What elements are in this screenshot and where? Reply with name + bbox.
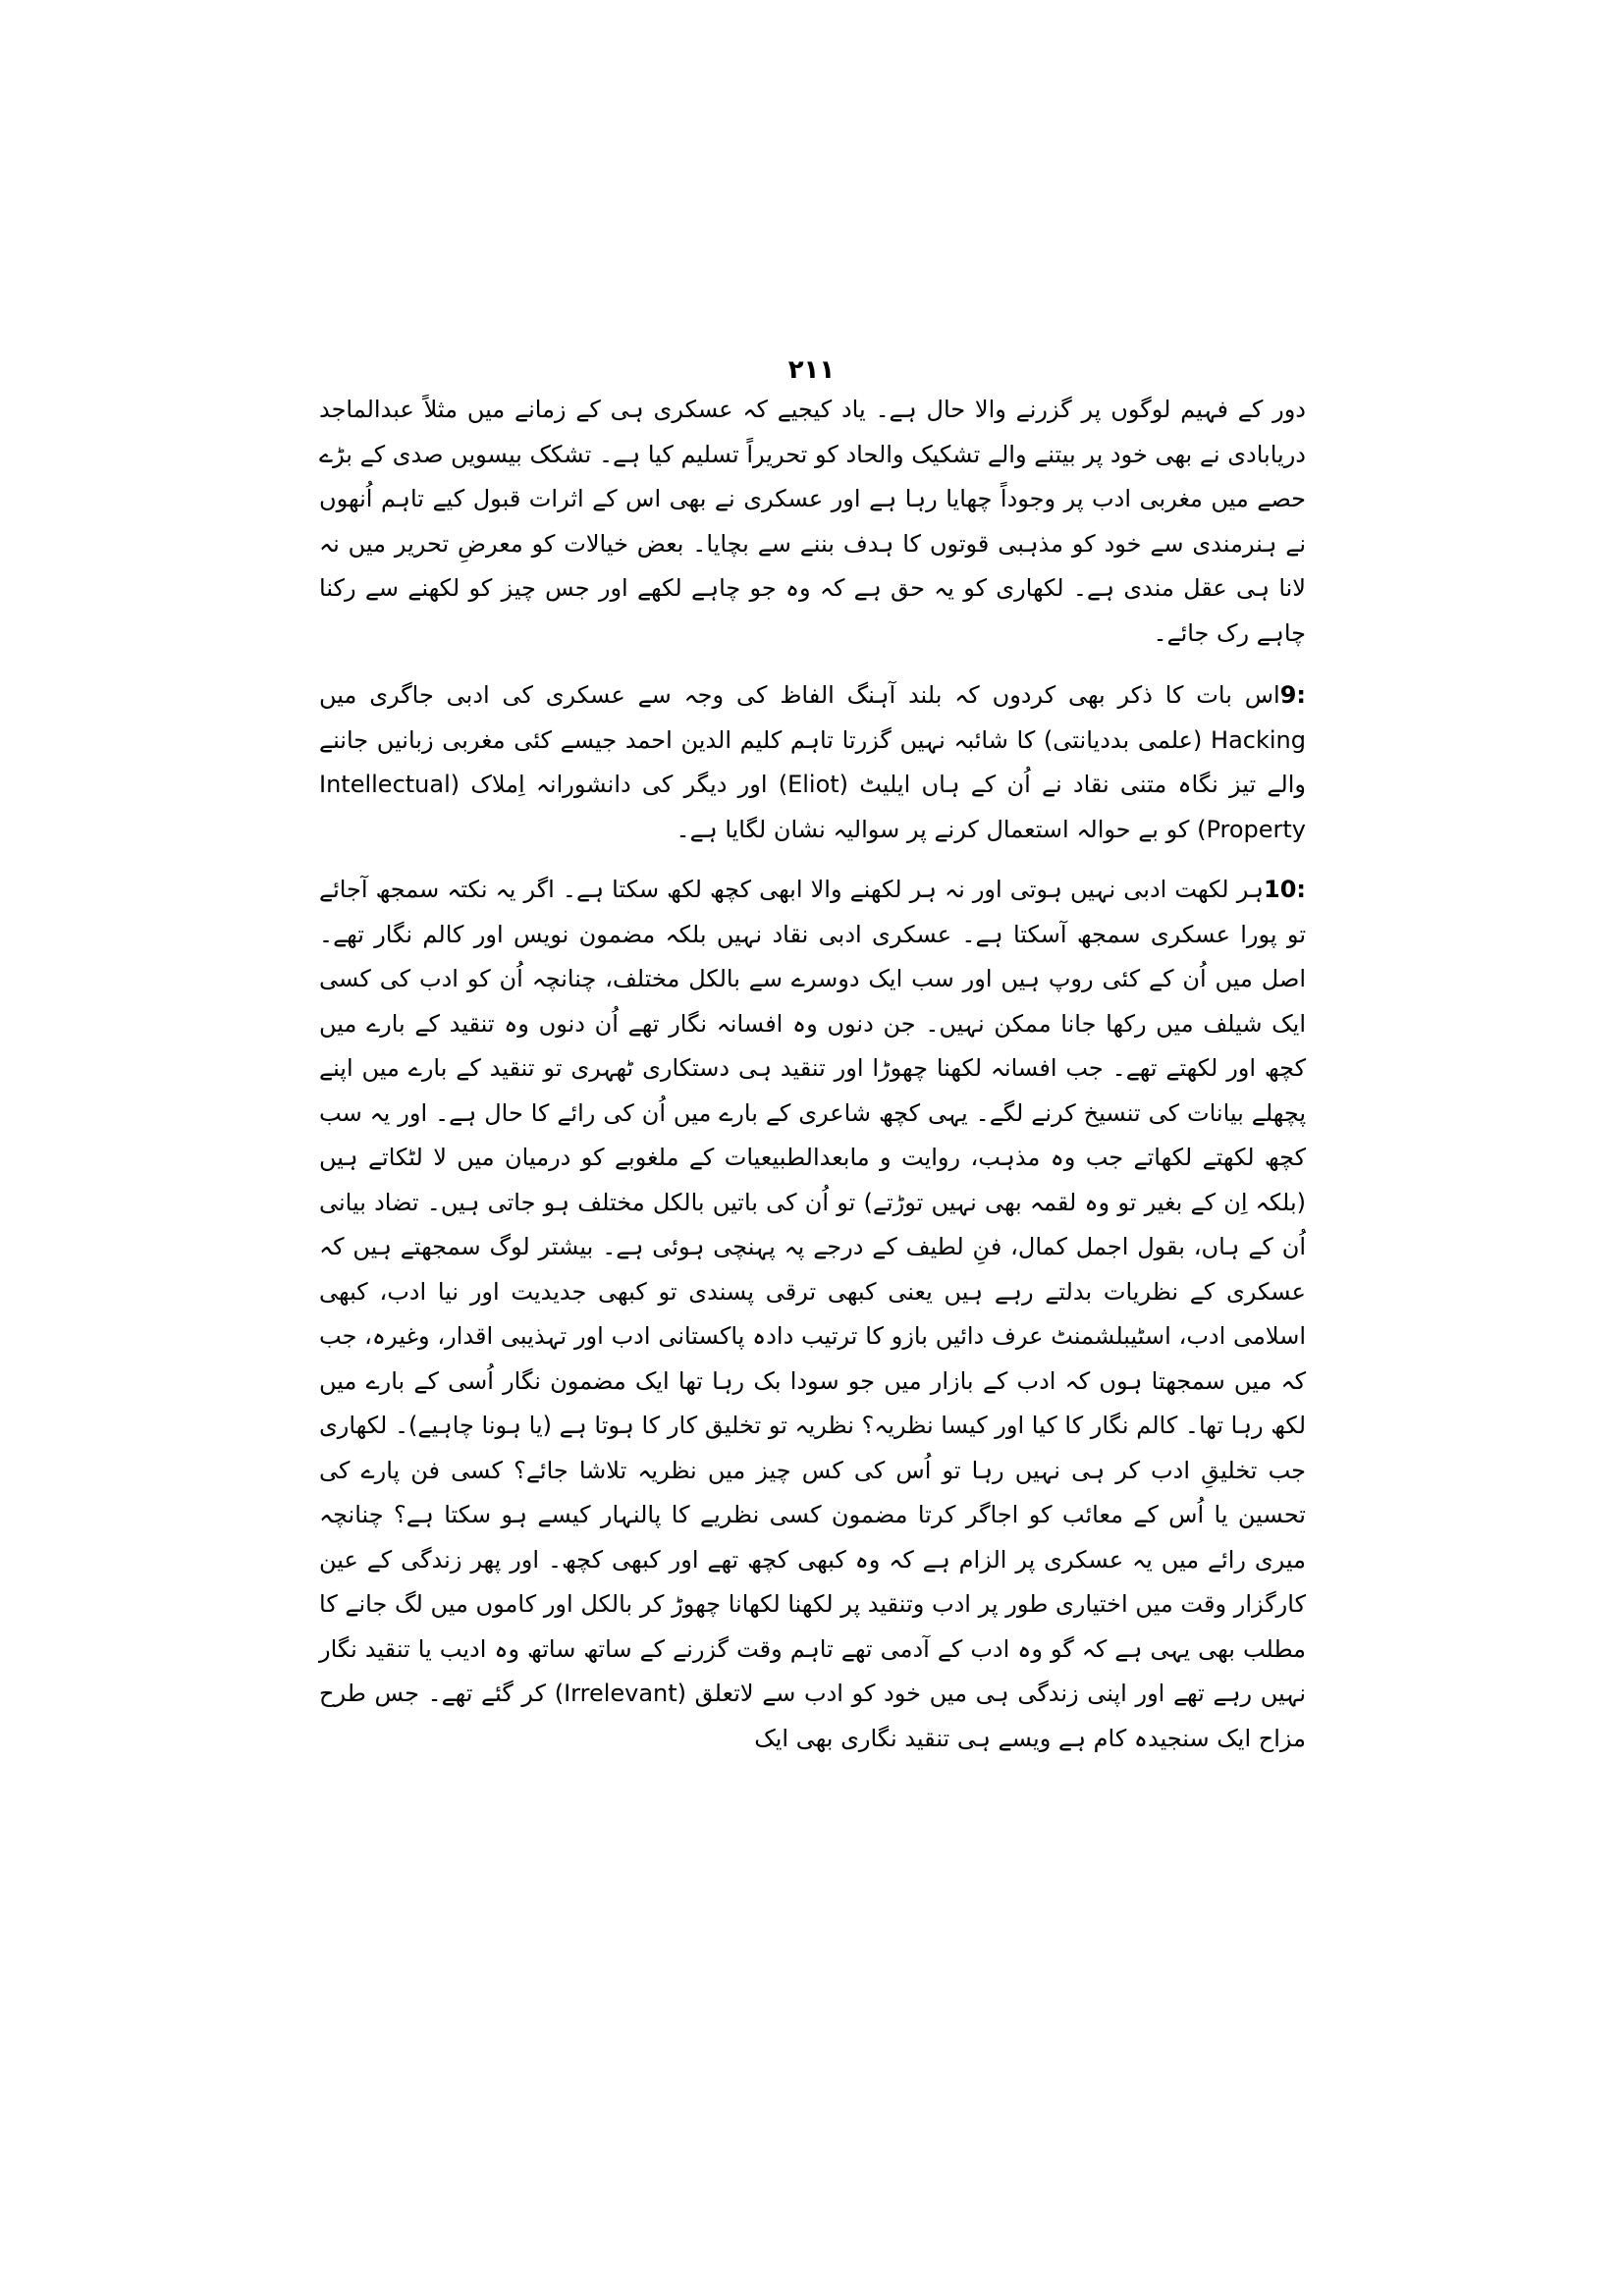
paragraph-continuation [319, 388, 1306, 656]
paragraph-number: 10: [1264, 876, 1306, 903]
body-text [319, 388, 1306, 1777]
paragraph-text: اس بات کا ذکر بھی کردوں کہ بلند آہنگ الفاظ کی وجہ سے عسکری کی ادبی جاگری میں Hacking (علمی بددیانتی) کا شائبہ نہیں گزرتا تاہم کلیم الدین احمد جیسے کئی مغربی زبانیں جاننے والے تیز نگاہ متنی نقاد نے اُن کے ہاں ایلیٹ (Eliot) اور دیگر کی دانشورانہ اِملاک (Intellectual Property) کو بے حوالہ استعمال کرنے پر سوالیہ نشان لگایا ہے۔ [319, 681, 1307, 843]
paragraph-text: دور کے فہیم لوگوں پر گزرنے والا حال ہے۔ یاد کیجیے کہ عسکری ہی کے زمانے میں مثلاً عبدالماجد دریابادی نے بھی خود پر بیتنے والے تشکیک والحاد کو تحریراً تسلیم کیا ہے۔ تشکک بیسویں صدی کے بڑے حصے میں مغربی ادب پر وجوداً چھایا رہا ہے اور عسکری نے بھی اس کے اثرات قبول کیے تاہم اُنھوں نے ہنرمندی سے خود کو مذہبی قوتوں کا ہدف بننے سے بچایا۔ بعض خیالات کو معرضِ تحریر میں نہ لانا ہی عقل مندی ہے۔ لکھاری کو یہ حق ہے کہ وہ جو چاہے لکھے اور جس چیز کو لکھنے سے رکنا چاہے رک جائے۔ [319, 396, 1306, 647]
paragraph-text: ہر لکھت ادبی نہیں ہوتی اور نہ ہر لکھنے والا ابھی کچھ لکھ سکتا ہے۔ اگر یہ نکتہ سمجھ آجائے تو پورا عسکری سمجھ آسکتا ہے۔ عسکری ادبی نقاد نہیں بلکہ مضمون نویس اور کالم نگار تھے۔ اصل میں اُن کے کئی روپ ہیں اور سب ایک دوسرے سے بالکل مختلف، چنانچہ اُن کو ادب کی کسی ایک شیلف میں رکھا جانا ممکن نہیں۔ جن دنوں وہ افسانہ نگار تھے اُن دنوں وہ تنقید کے بارے میں کچھ اور لکھتے تھے۔ جب افسانہ لکھنا چھوڑا اور تنقید ہی دستکاری ٹھہری تو تنقید کے بارے میں اپنے پچھلے بیانات کی تنسیخ کرنے لگے۔ یہی کچھ شاعری کے بارے میں اُن کی رائے کا حال ہے۔ اور یہ سب کچھ لکھتے لکھاتے جب وہ مذہب، روایت و مابعدالطبیعیات کے ملغوبے کو درمیان میں لا لٹکاتے ہیں (بلکہ اِن کے بغیر تو وہ لقمہ بھی نہیں توڑتے) تو اُن کی باتیں بالکل مختلف ہو جاتی ہیں۔ تضاد بیانی اُن کے ہاں، بقول اجمل کمال، فنِ لطیف کے درجے پہ پہنچی ہوئی ہے۔ بیشتر لوگ سمجھتے ہیں کہ عسکری کے نظریات بدلتے رہے ہیں یعنی کبھی ترقی پسندی تو کبھی جدیدیت اور نیا ادب، کبھی اسلامی ادب، اسٹیبلشمنٹ عرف دائیں بازو کا ترتیب دادہ پاکستانی ادب اور تہذیبی اقدار، وغیرہ، جب کہ میں سمجھتا ہوں کہ ادب کے بازار میں جو سودا بک رہا تھا ایک مضمون نگار اُسی کے بارے میں لکھ رہا تھا۔ کالم نگار کا کیا اور کیسا نظریہ؟ نظریہ تو تخلیق کار کا ہوتا ہے (یا ہونا چاہیے)۔ لکھاری جب تخلیقِ ادب کر ہی نہیں رہا تو اُس کی کس چیز میں نظریہ تلاشا جائے؟ کسی فن پارے کی تحسین یا اُس کے معائب کو اجاگر کرتا مضمون کسی نظریے کا پالنہار کیسے ہو سکتا ہے؟ چنانچہ میری رائے میں یہ عسکری پر الزام ہے کہ وہ کبھی کچھ تھے اور کبھی کچھ۔ اور پھر زندگی کے عین کارگزار وقت میں اختیاری طور پر ادب وتنقید پر لکھنا لکھانا چھوڑ کر بالکل اور کاموں میں لگ جانے کا مطلب بھی یہی ہے کہ گو وہ ادب کے آدمی تھے تاہم وقت گزرنے کے ساتھ ساتھ وہ ادیب یا تنقید نگار نہیں رہے تھے اور اپنی زندگی ہی میں خود کو ادب سے لاتعلق (Irrelevant) کر گئے تھے۔ جس طرح مزاح ایک سنجیدہ کام ہے ویسے ہی تنقید نگاری بھی ایک [319, 876, 1306, 1752]
paragraph-number: 9: [1279, 681, 1306, 709]
numbered-paragraph-9 [319, 673, 1306, 852]
page-number: ۲۱۱ [787, 355, 836, 385]
numbered-paragraph-10 [319, 868, 1306, 1761]
